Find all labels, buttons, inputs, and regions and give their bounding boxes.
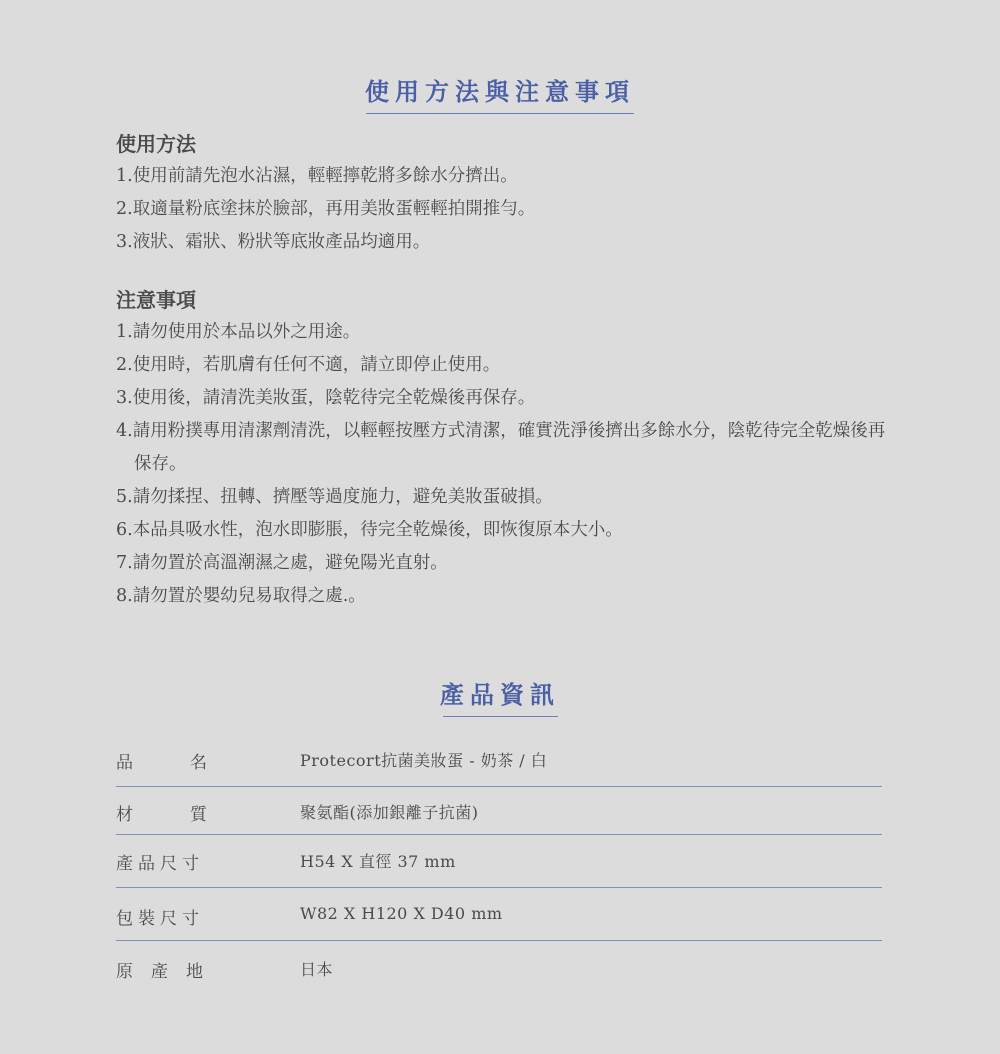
spec-label: 材質 [116, 805, 264, 825]
spec-value: Protecort抗菌美妝蛋 - 奶茶 / 白 [300, 751, 548, 770]
caution-item: 3.使用後，請清洗美妝蛋，陰乾待完全乾燥後再保存。 [116, 388, 536, 408]
info-section-title [0, 675, 1000, 717]
caution-item: 4.請用粉撲專用清潔劑清洗，以輕輕按壓方式清潔，確實洗淨後擠出多餘水分，陰乾待完全乾燥後再保存。 [116, 421, 886, 474]
usage-list [116, 160, 896, 259]
spec-value: H54 X 直徑 37 mm [300, 852, 456, 871]
caution-block [116, 284, 896, 613]
spec-label: 包裝尺寸 [116, 909, 204, 929]
caution-heading: 注意事項 [116, 288, 196, 312]
spec-row-name [116, 735, 882, 787]
usage-section-title [0, 72, 1000, 114]
caution-item: 6.本品具吸水性，泡水即膨脹，待完全乾燥後，即恢復原本大小。 [116, 520, 623, 540]
usage-heading: 使用方法 [116, 132, 196, 156]
caution-item: 7.請勿置於高溫潮濕之處，避免陽光直射。 [116, 553, 448, 573]
usage-item: 2.取適量粉底塗抹於臉部，再用美妝蛋輕輕拍開推勻。 [116, 199, 536, 219]
usage-item: 3.液狀、霜狀、粉狀等底妝產品均適用。 [116, 232, 431, 252]
info-title-underline [443, 716, 558, 717]
spec-label: 產品尺寸 [116, 854, 204, 874]
spec-table [116, 735, 882, 993]
usage-section-title-text: 使用方法與注意事項 [365, 77, 635, 106]
spec-label: 品名 [116, 753, 264, 773]
usage-title-underline [366, 113, 634, 114]
spec-row-product-size [116, 835, 882, 888]
spec-value: 日本 [300, 960, 334, 979]
usage-item: 1.使用前請先泡水沾濕，輕輕擰乾將多餘水分擠出。 [116, 166, 518, 186]
caution-item: 1.請勿使用於本品以外之用途。 [116, 322, 361, 342]
caution-item: 8.請勿置於嬰幼兒易取得之處.。 [116, 586, 366, 606]
caution-item: 5.請勿揉捏、扭轉、擠壓等過度施力，避免美妝蛋破損。 [116, 487, 553, 507]
info-section-title-text: 產品資訊 [440, 680, 560, 709]
usage-block [116, 128, 896, 259]
spec-row-material [116, 787, 882, 835]
spec-value: W82 X H120 X D40 mm [300, 904, 503, 923]
spec-label: 原產地 [116, 962, 221, 982]
spec-row-origin [116, 941, 882, 993]
caution-item: 2.使用時，若肌膚有任何不適，請立即停止使用。 [116, 355, 501, 375]
spec-row-package-size [116, 888, 882, 941]
caution-list [116, 316, 896, 613]
spec-value: 聚氨酯(添加銀離子抗菌) [300, 803, 479, 822]
